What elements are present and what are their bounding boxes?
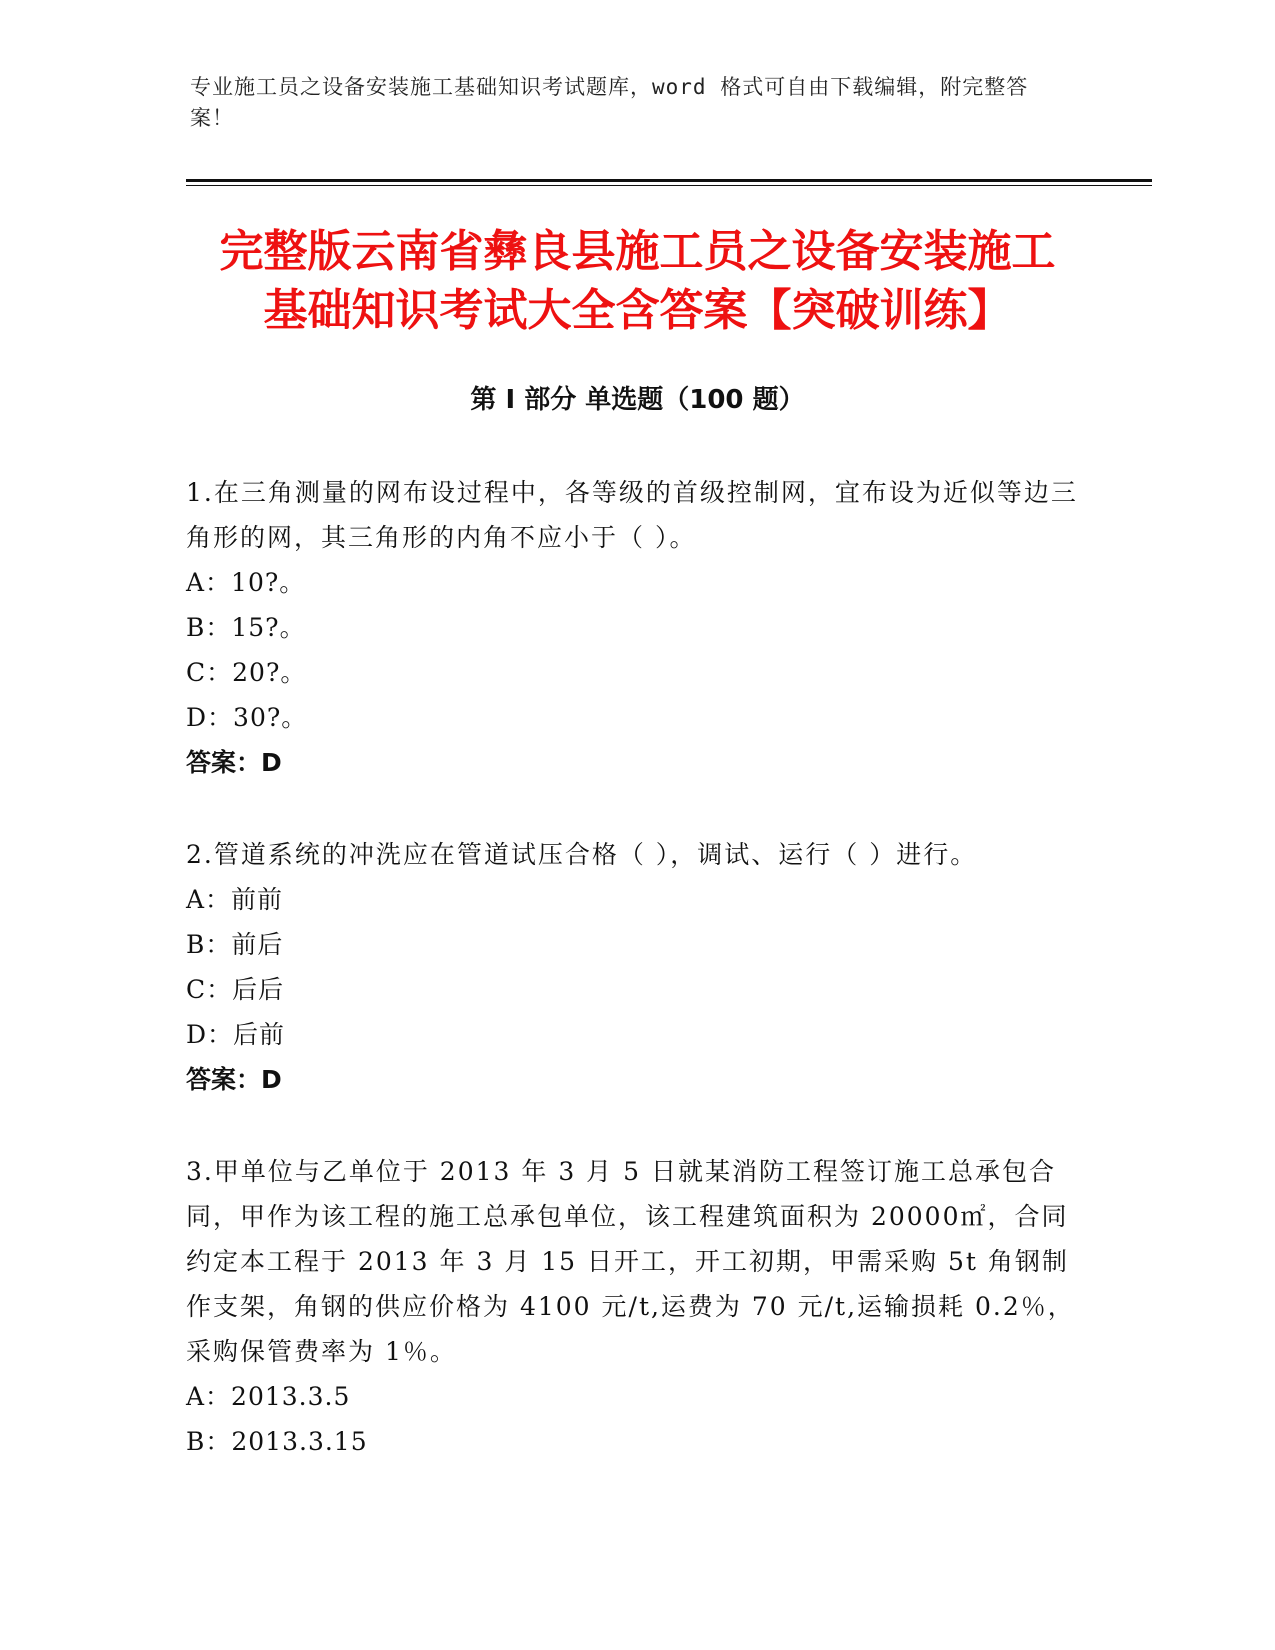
option-b: B：15?。 bbox=[186, 613, 306, 642]
header-note: 专业施工员之设备安装施工基础知识考试题库，word 格式可自由下载编辑，附完整答案！ bbox=[190, 75, 1029, 130]
option-a: A：2013.3.5 bbox=[186, 1382, 351, 1411]
option-b: B：前后 bbox=[186, 930, 284, 959]
option-c: C：后后 bbox=[186, 975, 285, 1004]
question-list bbox=[186, 470, 1086, 1511]
question-2 bbox=[186, 832, 1086, 1102]
header-divider-thick bbox=[186, 179, 1152, 182]
document-title-line-2: 基础知识考试大全含答案【突破训练】 bbox=[263, 285, 1012, 336]
question-1 bbox=[186, 470, 1086, 785]
option-a: A：10?。 bbox=[186, 568, 306, 597]
header-divider-thin bbox=[186, 185, 1152, 186]
document-title bbox=[140, 222, 1135, 340]
option-d: D：后前 bbox=[186, 1020, 286, 1049]
question-3 bbox=[186, 1149, 1086, 1464]
question-stem: 3.甲单位与乙单位于 2013 年 3 月 5 日就某消防工程签订施工总承包合同，甲作为该工程的施工总承包单位，该工程建筑面积为 20000㎡，合同约定本工程于 2013 年 3 月 15 日开工，开工初期，甲需采购 5t 角钢制作支架，角钢的供应价格为 4100 元/t,运费为 70 元/t,运输损耗 0.2％，采购保管费率为 1％。 bbox=[186, 1157, 1075, 1366]
answer-line: 答案：D bbox=[186, 748, 282, 777]
option-c: C：20?。 bbox=[186, 658, 307, 687]
option-b: B：2013.3.15 bbox=[186, 1427, 368, 1456]
question-stem: 1.在三角测量的网布设过程中，各等级的首级控制网，宜布设为近似等边三角形的网，其三角形的内角不应小于（ ）。 bbox=[186, 478, 1078, 552]
option-d: D：30?。 bbox=[186, 703, 308, 732]
section-heading: 第 I 部分 单选题（100 题） bbox=[470, 385, 805, 415]
document-title-line-1: 完整版云南省彝良县施工员之设备安装施工 bbox=[219, 226, 1056, 277]
question-stem: 2.管道系统的冲洗应在管道试压合格（ ），调试、运行（ ）进行。 bbox=[186, 840, 978, 869]
option-a: A：前前 bbox=[186, 885, 284, 914]
answer-line: 答案：D bbox=[186, 1065, 282, 1094]
